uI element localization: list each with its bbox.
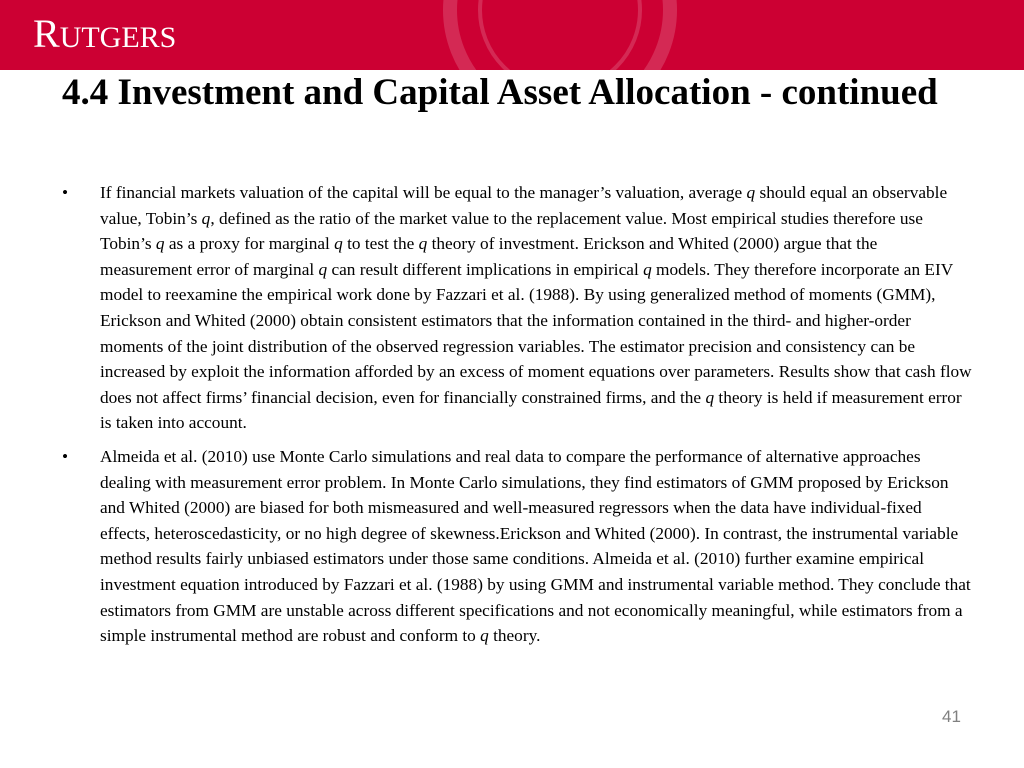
italic-variable: q	[746, 183, 756, 202]
italic-variable: q	[418, 234, 428, 254]
page-number: 41	[942, 707, 961, 726]
bullet-text: Almeida et al. (2010) use Monte Carlo simulations and real data to compare the performance of alternative approaches dealing with measurement error problem. In Monte Carlo simulations, they find estimators of GMM proposed by Erickson and Whited (2000) are biased for both mismeasured and well-measured regressors when the data have individual-fixed effects, heteroscedasticity, or no high degree of skewness.Erickson and Whited (2000). In contrast, the instrumental variable method results fairly unbiased estimators under those same conditions. Almeida et al. (2010) further examine empirical investment equation introduced by Fazzari et al. (1988) by using GMM and instrumental variable method. They conclude that estimators from GMM are unstable across different specifications and not economically meaningful, while estimators from a simple instrumental method are robust and conform to q theory.	[100, 446, 971, 646]
bullet-list	[62, 180, 972, 657]
italic-variable: q	[705, 387, 715, 407]
italic-variable: q	[334, 234, 343, 254]
slide-title: 4.4 Investment and Capital Asset Allocation - continued	[62, 72, 938, 113]
rutgers-logo: RUTGERS	[33, 11, 177, 56]
italic-variable: q	[480, 626, 489, 646]
bullet-icon: •	[62, 446, 69, 466]
seal-watermark-icon	[380, 0, 740, 70]
bullet-item	[62, 180, 972, 436]
italic-variable: q	[201, 208, 211, 228]
bullet-item	[62, 444, 972, 649]
italic-variable: q	[318, 259, 328, 279]
header-banner	[0, 0, 1024, 70]
italic-variable: q	[155, 234, 165, 254]
bullet-icon: •	[62, 183, 69, 202]
italic-variable: q	[643, 259, 652, 279]
bullet-text: If financial markets valuation of the capital will be equal to the manager’s valuation, average q should equal an observable value, Tobin’s q, defined as the ratio of the market value to the replacement value. Most empirical studies therefore use Tobin’s q as a proxy for marginal q to test the q theory of investment. Erickson and Whited (2000) argue that the measurement error of marginal q can result different implications in empirical q models. They therefore incorporate an EIV model to reexamine the empirical work done by Fazzari et al. (1988). By using generalized method of moments (GMM), Erickson and Whited (2000) obtain consistent estimators that the information contained in the third- and higher-order moments of the joint distribution of the observed regression variables. The estimator precision and consistency can be increased by exploit the information afforded by an excess of moment equations over parameters. Results show that cash flow does not affect firms’ financial decision, even for financially constrained firms, and the q theory is held if measurement error is taken into account.	[100, 183, 972, 433]
